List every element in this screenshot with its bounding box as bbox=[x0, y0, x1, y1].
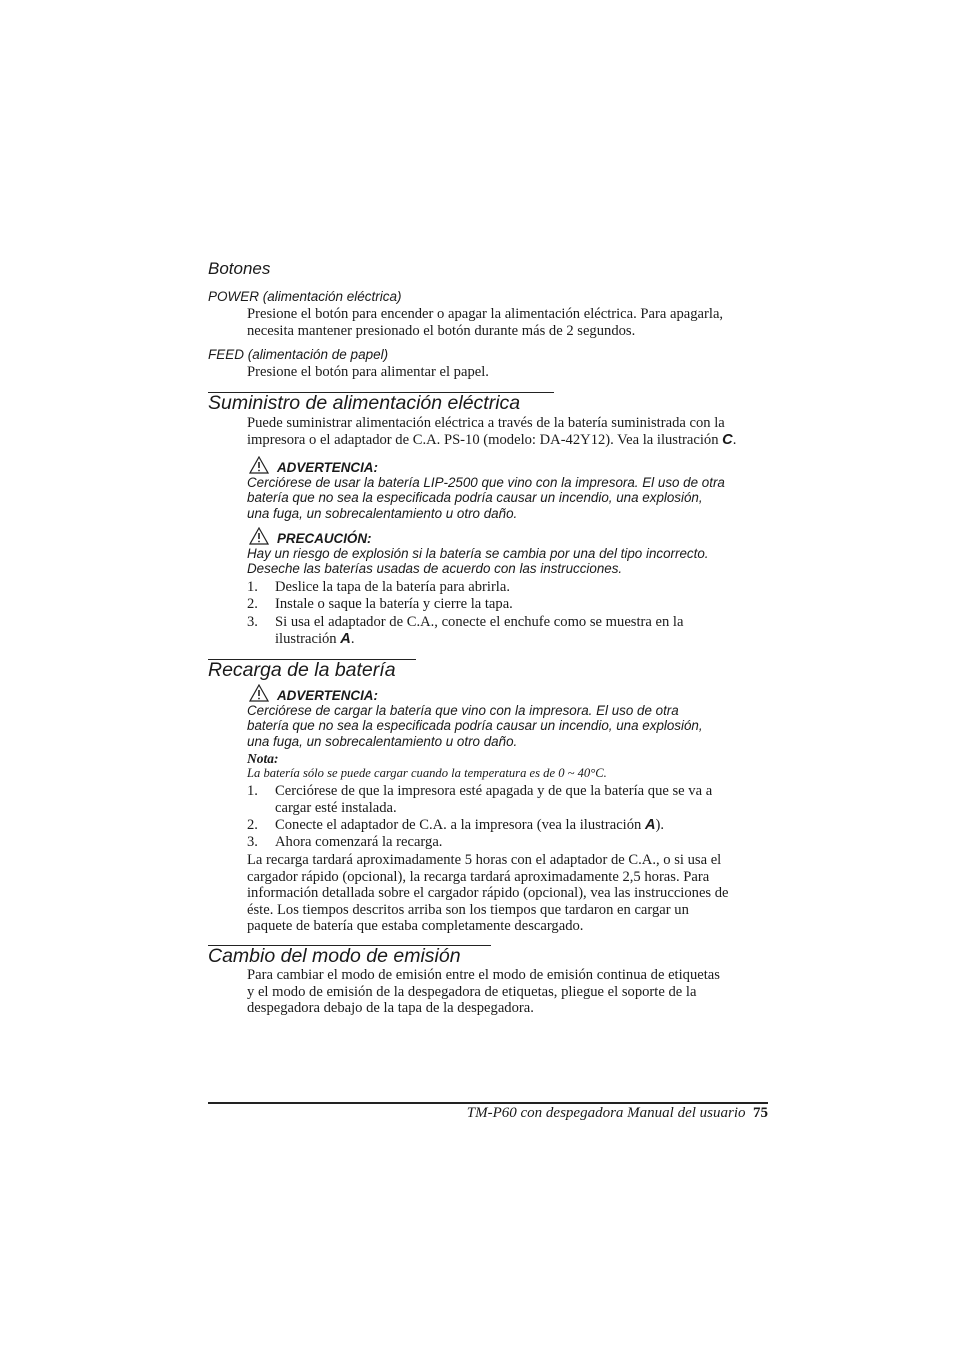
warning-line: batería que no sea la especificada podría causar un incendio, una explosión, bbox=[247, 718, 703, 734]
power-description bbox=[247, 306, 772, 339]
paragraph-line: éste. Los tiempos descritos arriba son los tiempos que tardaron en cargar un bbox=[247, 901, 689, 918]
text: Si usa el adaptador de C.A., conecte el enchufe como se muestra en la bbox=[275, 614, 684, 630]
caution-line: Deseche las baterías usadas de acuerdo con las instrucciones. bbox=[247, 561, 623, 577]
text: Conecte el adaptador de C.A. a la impresora (vea la ilustración bbox=[275, 817, 645, 833]
list-text: Ahora comenzará la recarga. bbox=[275, 834, 443, 850]
warning-line: una fuga, un sobrecalentamiento u otro daño. bbox=[247, 733, 518, 749]
list-number: 1. bbox=[247, 783, 258, 799]
list-item bbox=[247, 596, 772, 613]
warning-line: una fuga, un sobrecalentamiento u otro daño. bbox=[247, 505, 518, 521]
note-text: La batería sólo se puede cargar cuando la temperatura es de 0 ~ 40°C. bbox=[247, 766, 607, 780]
warning-text bbox=[247, 703, 772, 749]
text: Cerciórese de que la impresora esté apagada y de que la batería que se va a bbox=[275, 783, 713, 799]
warning-line: Cerciórese de cargar la batería que vino con la impresora. El uso de otra bbox=[247, 703, 679, 718]
list-number: 2. bbox=[247, 817, 258, 833]
list-item bbox=[247, 817, 772, 834]
list-item bbox=[247, 783, 772, 817]
paragraph-line: paquete de batería que estaba completamente descargado. bbox=[247, 918, 584, 934]
power-text-line: Presione el botón para encender o apagar la alimentación eléctrica. Para apagarla, bbox=[247, 306, 724, 322]
list-number: 1. bbox=[247, 579, 258, 595]
list-item bbox=[247, 834, 772, 851]
paragraph-line: cargador rápido (opcional), la recarga tardará aproximadamente 2,5 horas. Para bbox=[247, 868, 710, 885]
list-number: 3. bbox=[247, 834, 258, 850]
illustration-ref: C bbox=[722, 431, 733, 448]
section-title-suministro: Suministro de alimentación eléctrica bbox=[208, 392, 521, 414]
list-item bbox=[247, 614, 772, 648]
power-label: POWER (alimentación eléctrica) bbox=[208, 289, 402, 304]
page-footer bbox=[467, 1105, 768, 1122]
caution-text bbox=[247, 546, 772, 577]
paragraph-line: despegadora debajo de la tapa de la despegadora. bbox=[247, 1000, 534, 1016]
illustration-ref: A bbox=[340, 630, 351, 647]
list-text: Instale o saque la batería y cierre la tapa. bbox=[275, 596, 513, 612]
paragraph-line: Para cambiar el modo de emisión entre el modo de emisión continua de etiquetas bbox=[247, 967, 720, 983]
power-text-line: necesita mantener presionado el botón durante más de 2 segundos. bbox=[247, 322, 636, 339]
manual-title: TM-P60 con despegadora Manual del usuario bbox=[466, 1105, 746, 1121]
section-title-recarga: Recarga de la batería bbox=[208, 659, 396, 681]
warning-icon bbox=[249, 684, 269, 702]
illustration-ref: A bbox=[644, 817, 656, 833]
feed-label: FEED (alimentación de papel) bbox=[208, 347, 389, 362]
paragraph-line bbox=[247, 432, 772, 449]
recarga-paragraph bbox=[247, 852, 772, 935]
list-text bbox=[275, 817, 770, 834]
text: cargar esté instalada. bbox=[275, 799, 397, 816]
feed-description: Presione el botón para alimentar el papel. bbox=[247, 364, 489, 380]
paragraph-line: Puede suministrar alimentación eléctrica a través de la batería suministrada con la bbox=[247, 415, 725, 431]
text: ). bbox=[655, 817, 665, 833]
warning-label: ADVERTENCIA: bbox=[277, 688, 378, 703]
warning-text bbox=[247, 475, 772, 521]
text: ilustración bbox=[275, 630, 341, 647]
suministro-paragraph bbox=[247, 415, 772, 448]
list-text bbox=[275, 614, 770, 647]
list-text: Deslice la tapa de la batería para abrirla. bbox=[275, 579, 510, 595]
section-title-cambio: Cambio del modo de emisión bbox=[208, 945, 461, 967]
paragraph-line: La recarga tardará aproximadamente 5 horas con el adaptador de C.A., o si usa el bbox=[247, 852, 722, 868]
paragraph-line: información detallada sobre el cargador rápido (opcional), vea las instrucciones de bbox=[247, 885, 729, 901]
caution-line: Hay un riesgo de explosión si la batería se cambia por una del tipo incorrecto. bbox=[247, 546, 709, 561]
text: . bbox=[732, 431, 737, 448]
list-text bbox=[275, 783, 770, 816]
footer-rule bbox=[208, 1102, 768, 1104]
text: impresora o el adaptador de C.A. PS-10 (modelo: DA-42Y12). Vea la ilustración bbox=[247, 431, 723, 448]
text: . bbox=[350, 630, 355, 647]
cambio-paragraph bbox=[247, 967, 772, 1017]
section-title-botones: Botones bbox=[208, 259, 271, 278]
paragraph-line: y el modo de emisión de la despegadora de etiquetas, pliegue el soporte de la bbox=[247, 983, 697, 1000]
list-item bbox=[247, 579, 772, 596]
list-number: 3. bbox=[247, 614, 258, 630]
note-label: Nota: bbox=[247, 751, 279, 766]
warning-line: Cerciórese de usar la batería LIP-2500 que vino con la impresora. El uso de otra bbox=[247, 475, 725, 490]
warning-line: batería que no sea la especificada podría causar un incendio, una explosión, bbox=[247, 490, 703, 506]
warning-icon bbox=[249, 456, 269, 474]
list-number: 2. bbox=[247, 596, 258, 612]
caution-label: PRECAUCIÓN: bbox=[277, 531, 372, 546]
caution-icon bbox=[249, 527, 269, 545]
warning-label: ADVERTENCIA: bbox=[277, 460, 378, 475]
page-number: 75 bbox=[753, 1105, 768, 1121]
